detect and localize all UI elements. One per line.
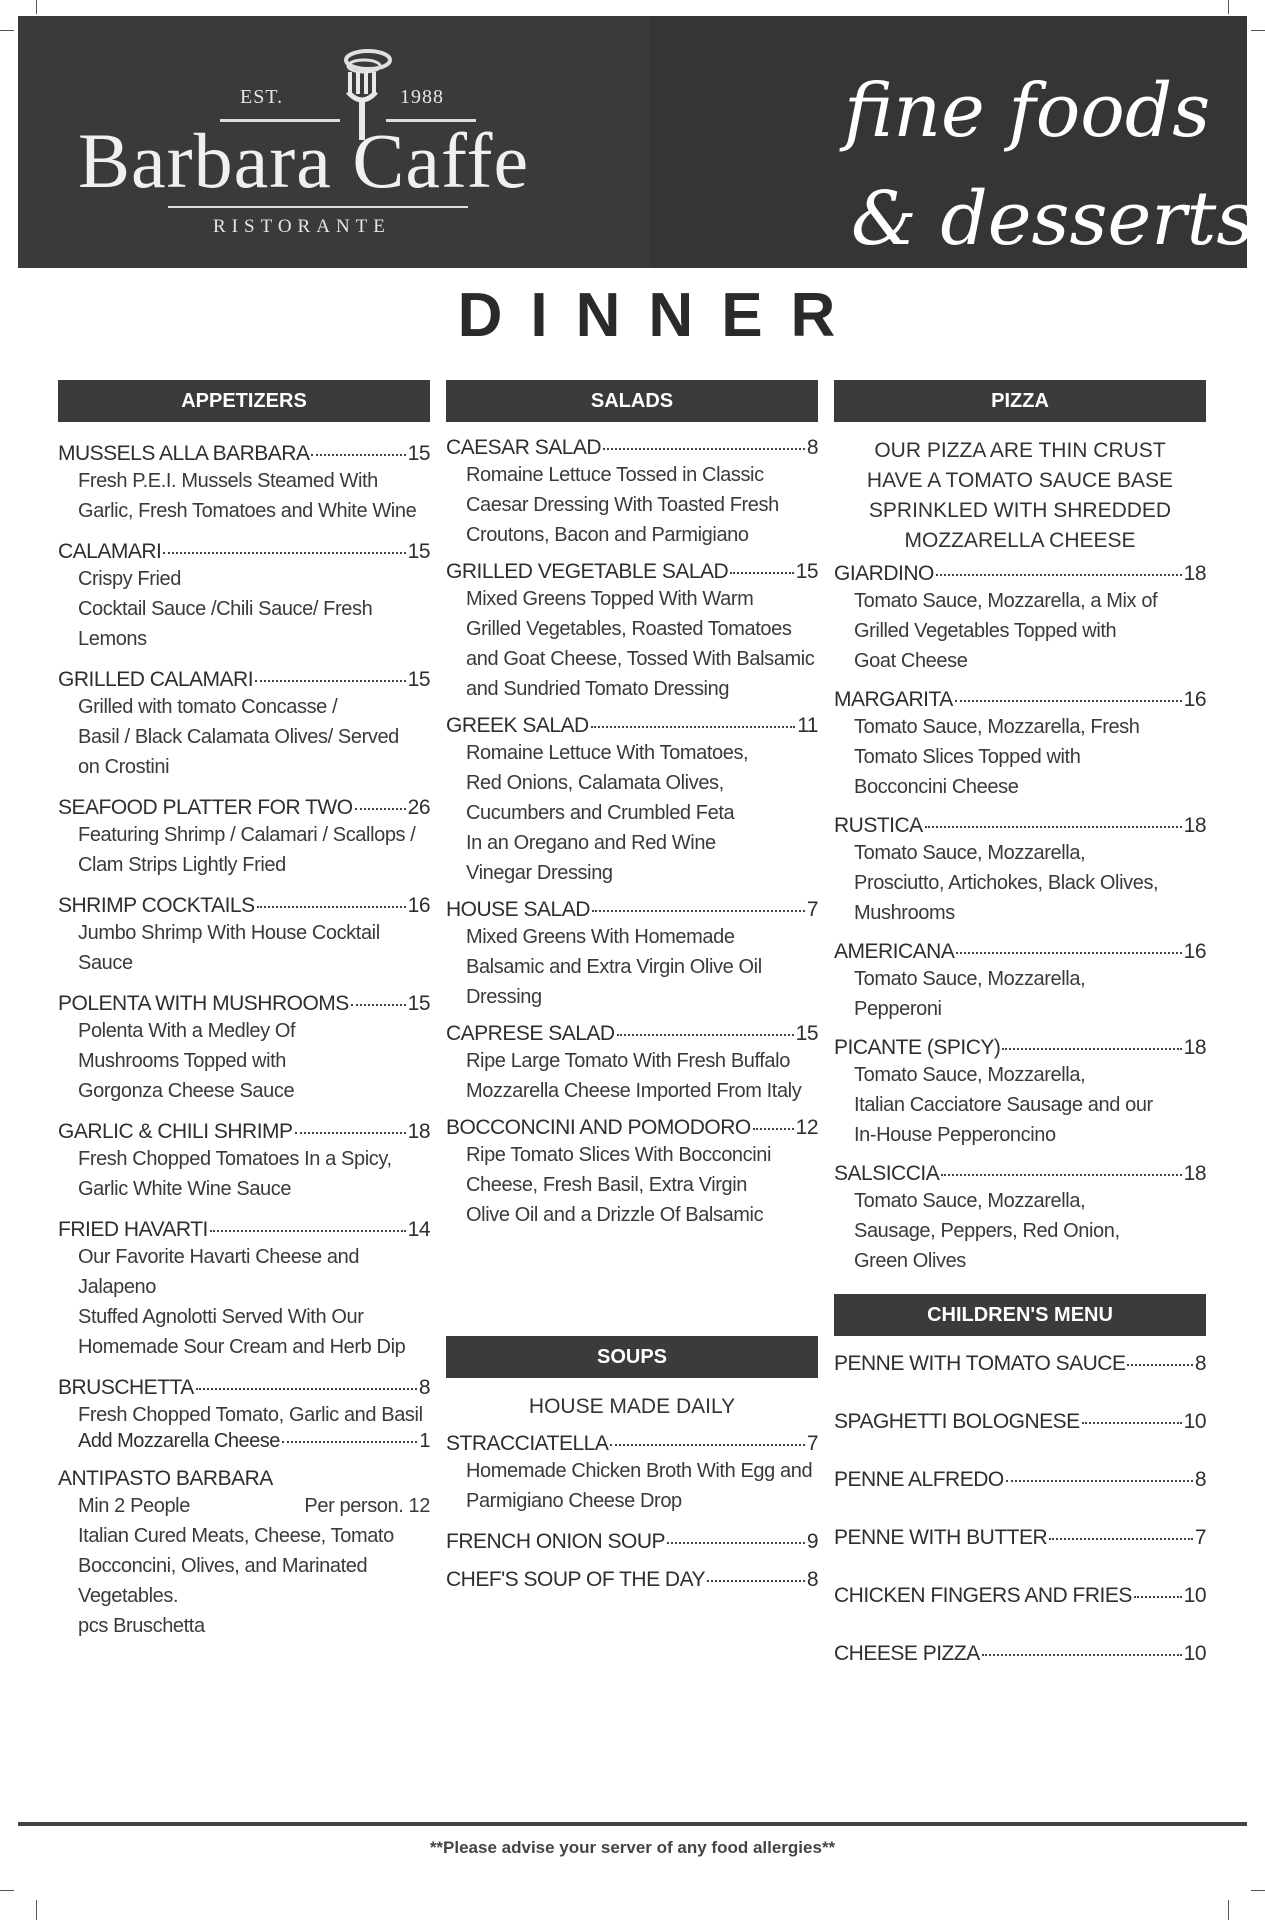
menu-item-name: CHICKEN FINGERS AND FRIES xyxy=(834,1584,1132,1607)
menu-item-price: 15 xyxy=(795,1022,818,1045)
menu-item-line xyxy=(446,714,818,738)
dot-leader xyxy=(936,574,1182,576)
menu-item-line xyxy=(58,540,430,564)
crop-mark xyxy=(1228,1900,1229,1920)
menu-item-line xyxy=(446,560,818,584)
menu-item-description: Tomato Sauce, Mozzarella, xyxy=(854,1064,1086,1086)
menu-item-line xyxy=(834,1162,1206,1186)
menu-item-line xyxy=(58,796,430,820)
menu-item-line xyxy=(834,1526,1206,1550)
crop-mark xyxy=(1251,30,1265,31)
menu-item-name: SEAFOOD PLATTER FOR TWO xyxy=(58,796,353,819)
menu-item-description: Dressing xyxy=(466,986,542,1008)
menu-item-line xyxy=(58,992,430,1016)
menu-item-line xyxy=(834,1468,1206,1492)
menu-item-price: 15 xyxy=(407,442,430,465)
menu-item xyxy=(834,940,1206,1024)
menu-item-line xyxy=(834,940,1206,964)
menu-item-description: Red Onions, Calamata Olives, xyxy=(466,772,724,794)
logo-year: 1988 xyxy=(400,86,444,108)
menu-item-price: 8 xyxy=(1194,1468,1206,1491)
allergy-notice: **Please advise your server of any food allergies** xyxy=(429,1838,836,1857)
menu-item-description: Basil / Black Calamata Olives/ Served xyxy=(78,726,399,748)
menu-item-description: Tomato Sauce, Mozzarella, a Mix of xyxy=(854,590,1158,612)
menu-item-name: FRIED HAVARTI xyxy=(58,1218,208,1241)
menu-item-description: Goat Cheese xyxy=(854,650,968,672)
menu-item-description: Bocconcini Cheese xyxy=(854,776,1019,798)
section-heading-appetizers: APPETIZERS xyxy=(58,380,430,422)
dot-leader xyxy=(210,1230,406,1232)
antipasto-price: Per person. 12 xyxy=(304,1495,430,1517)
menu-item-price: 7 xyxy=(806,1432,818,1455)
addon-price: 1 xyxy=(419,1430,430,1452)
antipasto-min-row xyxy=(58,1491,430,1521)
menu-item-price: 7 xyxy=(806,898,818,921)
menu-item-description: Vegetables. xyxy=(78,1585,179,1607)
dot-leader xyxy=(592,910,805,912)
dot-leader xyxy=(941,1174,1181,1176)
menu-item-price: 10 xyxy=(1183,1642,1206,1665)
menu-item xyxy=(58,1376,430,1453)
menu-item-line xyxy=(58,1120,430,1144)
addon-line xyxy=(58,1430,430,1453)
menu-item-name: STRACCIATELLA xyxy=(446,1432,609,1455)
menu-item xyxy=(834,1036,1206,1150)
menu-item-description: Sausage, Peppers, Red Onion, xyxy=(854,1220,1120,1242)
menu-item-price: 18 xyxy=(1183,562,1206,585)
dot-leader xyxy=(707,1580,805,1582)
dot-leader xyxy=(1134,1596,1182,1598)
menu-item-line xyxy=(58,442,430,466)
menu-item-description: In-House Pepperoncino xyxy=(854,1124,1056,1146)
appetizers-column xyxy=(58,380,430,1641)
menu-item xyxy=(446,714,818,888)
menu-item-description: Crispy Fried xyxy=(78,568,181,590)
menu-item-description: Caesar Dressing With Toasted Fresh xyxy=(466,494,779,516)
menu-item-description: Tomato Sauce, Mozzarella, Fresh xyxy=(854,716,1140,738)
menu-item-description: Jumbo Shrimp With House Cocktail Sauce xyxy=(78,922,380,974)
dot-leader xyxy=(955,700,1182,702)
dot-leader xyxy=(351,1004,406,1006)
dot-leader xyxy=(1002,1048,1181,1050)
menu-item-description: Homemade Sour Cream and Herb Dip xyxy=(78,1336,406,1358)
menu-item-name: HOUSE SALAD xyxy=(446,898,590,921)
tagline-desserts: & desserts xyxy=(851,176,1255,262)
pizza-note-line: HAVE A TOMATO SAUCE BASE xyxy=(866,469,1174,492)
menu-item-price: 8 xyxy=(806,436,818,459)
menu-item-name: PENNE ALFREDO xyxy=(834,1468,1004,1491)
menu-item-name: BRUSCHETTA xyxy=(58,1376,194,1399)
menu-item xyxy=(58,992,430,1106)
menu-item-price: 15 xyxy=(407,992,430,1015)
menu-item-description: and Sundried Tomato Dressing xyxy=(466,678,730,700)
menu-item-description: Italian Cured Meats, Cheese, Tomato xyxy=(78,1525,394,1547)
soups-note: HOUSE MADE DAILY xyxy=(528,1395,736,1418)
menu-item-description: Grilled with tomato Concasse / xyxy=(78,696,338,718)
logo-name: Barbara Caffe xyxy=(78,117,530,204)
menu-item-description: Croutons, Bacon and Parmigiano xyxy=(466,524,749,546)
menu-item-description: Tomato Slices Topped with xyxy=(854,746,1081,768)
menu-item-description: on Crostini xyxy=(78,756,170,778)
menu-item xyxy=(58,1120,430,1204)
menu-item-description: Fresh P.E.I. Mussels Steamed With xyxy=(78,470,378,492)
dot-leader xyxy=(667,1542,805,1544)
header-banner xyxy=(18,16,1255,268)
menu-item-line xyxy=(446,898,818,922)
menu-item-description: Mozzarella Cheese Imported From Italy xyxy=(466,1080,802,1102)
menu-item-description: Ripe Tomato Slices With Bocconcini xyxy=(466,1144,772,1166)
menu-item-description: Tomato Sauce, Mozzarella, xyxy=(854,842,1086,864)
menu-item-name: PICANTE (SPICY) xyxy=(834,1036,1001,1059)
menu-item-line xyxy=(446,1116,818,1140)
menu-item xyxy=(58,442,430,526)
menu-item-description: Parmigiano Cheese Drop xyxy=(466,1490,682,1512)
pizza-list xyxy=(834,562,1206,1276)
menu-item-description: Clam Strips Lightly Fried xyxy=(78,854,286,876)
menu-item xyxy=(446,1568,818,1592)
menu-item xyxy=(834,688,1206,802)
pizza-column xyxy=(834,380,1206,1666)
menu-item-description: Mushrooms xyxy=(854,902,955,924)
menu-item-description: Fresh Chopped Tomato, Garlic and Basil xyxy=(78,1404,423,1426)
menu-item-description: Ripe Large Tomato With Fresh Buffalo xyxy=(466,1050,790,1072)
menu-item-line xyxy=(834,688,1206,712)
logo-rule-bottom xyxy=(168,206,468,208)
menu-item xyxy=(58,668,430,782)
menu-item-description: Mixed Greens Topped With Warm xyxy=(466,588,754,610)
menu-item-line xyxy=(446,1022,818,1046)
section-heading-salads: SALADS xyxy=(446,380,818,422)
menu-item xyxy=(58,540,430,654)
menu-item xyxy=(446,1530,818,1554)
dot-leader xyxy=(925,826,1182,828)
menu-item-description: In an Oregano and Red Wine xyxy=(466,832,716,854)
menu-item-name: CAPRESE SALAD xyxy=(446,1022,615,1045)
dot-leader xyxy=(730,572,793,574)
menu-item-description: pcs Bruschetta xyxy=(78,1615,205,1637)
menu-item-description: Our Favorite Havarti Cheese and Jalapeno xyxy=(78,1246,360,1298)
dot-leader xyxy=(196,1388,417,1390)
menu-item-description: Stuffed Agnolotti Served With Our xyxy=(78,1306,364,1328)
menu-item-description: Balsamic and Extra Virgin Olive Oil xyxy=(466,956,762,978)
dot-leader xyxy=(1082,1422,1182,1424)
childrens-menu-list xyxy=(834,1352,1206,1666)
menu-item-line xyxy=(446,1568,818,1592)
menu-item-line xyxy=(834,562,1206,586)
menu-item-price: 8 xyxy=(806,1568,818,1591)
menu-item-description: Romaine Lettuce With Tomatoes, xyxy=(466,742,749,764)
menu-item-price: 9 xyxy=(806,1530,818,1553)
pizza-note-line: OUR PIZZA ARE THIN CRUST xyxy=(874,439,1166,462)
menu-item-description: Grilled Vegetables Topped with xyxy=(854,620,1117,642)
menu-item-description: Green Olives xyxy=(854,1250,966,1272)
menu-item-description: Grilled Vegetables, Roasted Tomatoes xyxy=(466,618,792,640)
menu-item-name: GRILLED CALAMARI xyxy=(58,668,254,691)
menu-item-line xyxy=(446,1530,818,1554)
menu-item-name: CHEF'S SOUP OF THE DAY xyxy=(446,1568,706,1591)
menu-item-name: PENNE WITH BUTTER xyxy=(834,1526,1048,1549)
menu-item-line xyxy=(58,668,430,692)
menu-item-line xyxy=(58,1218,430,1242)
salads-column xyxy=(446,380,818,1606)
dot-leader xyxy=(956,952,1181,954)
menu-item-description: and Goat Cheese, Tossed With Balsamic xyxy=(466,648,815,670)
dot-leader xyxy=(1127,1364,1192,1366)
menu-item-name: GRILLED VEGETABLE SALAD xyxy=(446,560,729,583)
menu-item-description: Garlic White Wine Sauce xyxy=(78,1178,292,1200)
menu-item-antipasto xyxy=(58,1467,430,1641)
section-heading-pizza: PIZZA xyxy=(834,380,1206,422)
menu-item-description: Cheese, Fresh Basil, Extra Virgin xyxy=(466,1174,747,1196)
logo-est: EST. xyxy=(240,86,284,108)
footer-divider xyxy=(18,1822,1247,1826)
menu-item-price: 15 xyxy=(795,560,818,583)
menu-item xyxy=(834,1162,1206,1276)
menu-item-line xyxy=(446,1432,818,1456)
menu-item-line xyxy=(834,1642,1206,1666)
menu-item-price: 18 xyxy=(407,1120,430,1143)
menu-item-description: Pepperoni xyxy=(854,998,942,1020)
menu-item-description: Homemade Chicken Broth With Egg and xyxy=(466,1460,813,1482)
dot-leader xyxy=(610,1444,804,1446)
menu-item-line xyxy=(834,1584,1206,1608)
menu-item-price: 16 xyxy=(1183,940,1206,963)
dot-leader xyxy=(163,552,405,554)
menu-item-description: Polenta With a Medley Of xyxy=(78,1020,296,1042)
menu-item-description: Cocktail Sauce /Chili Sauce/ Fresh Lemons xyxy=(78,598,373,650)
tagline-fine-foods: fine foods xyxy=(844,68,1211,154)
menu-item xyxy=(446,1116,818,1230)
menu-item-name: AMERICANA xyxy=(834,940,955,963)
pizza-note-line: MOZZARELLA CHEESE xyxy=(904,529,1136,552)
menu-item-price: 10 xyxy=(1183,1584,1206,1607)
menu-item-description: Mushrooms Topped with xyxy=(78,1050,287,1072)
menu-item-description: Featuring Shrimp / Calamari / Scallops / xyxy=(78,824,416,846)
menu-item-description: Cucumbers and Crumbled Feta xyxy=(466,802,735,824)
dot-leader xyxy=(1006,1480,1193,1482)
menu-item xyxy=(58,796,430,880)
menu-item-line xyxy=(58,1376,430,1400)
crop-mark xyxy=(1251,1890,1265,1891)
dot-leader xyxy=(591,726,795,728)
dot-leader xyxy=(355,808,406,810)
crop-mark xyxy=(36,1900,37,1920)
menu-item-name: GIARDINO xyxy=(834,562,934,585)
appetizers-list xyxy=(58,442,430,1641)
menu-item-price: 11 xyxy=(797,714,818,737)
salads-list xyxy=(446,436,818,1230)
pizza-note xyxy=(834,436,1206,556)
menu-item-price: 26 xyxy=(407,796,430,819)
menu-item-name: SHRIMP COCKTAILS xyxy=(58,894,255,917)
menu-item-description: Olive Oil and a Drizzle Of Balsamic xyxy=(466,1204,764,1226)
menu-item-name: CAESAR SALAD xyxy=(446,436,602,459)
menu-item-price: 8 xyxy=(418,1376,430,1399)
menu-item xyxy=(58,1218,430,1362)
soups-list xyxy=(446,1432,818,1592)
crop-mark xyxy=(0,30,14,31)
dot-leader xyxy=(282,1441,418,1443)
logo-subtitle: RISTORANTE xyxy=(213,216,391,237)
dot-leader xyxy=(617,1034,794,1036)
menu-item xyxy=(446,560,818,704)
menu-item-description: Garlic, Fresh Tomatoes and White Wine xyxy=(78,500,417,522)
menu-item-name: SPAGHETTI BOLOGNESE xyxy=(834,1410,1080,1433)
menu-item-line xyxy=(58,894,430,918)
dot-leader xyxy=(295,1132,406,1134)
antipasto-min: Min 2 People xyxy=(78,1495,190,1517)
menu-item-name: SALSICCIA xyxy=(834,1162,940,1185)
menu-item-price: 8 xyxy=(1194,1352,1206,1375)
menu-item-description: Italian Cacciatore Sausage and our xyxy=(854,1094,1153,1116)
dot-leader xyxy=(603,448,805,450)
menu-item xyxy=(446,436,818,550)
menu-item-description: Tomato Sauce, Mozzarella, xyxy=(854,968,1086,990)
menu-item-description: Tomato Sauce, Mozzarella, xyxy=(854,1190,1086,1212)
dot-leader xyxy=(982,1654,1182,1656)
menu-item-name: PENNE WITH TOMATO SAUCE xyxy=(834,1352,1126,1375)
addon-name: Add Mozzarella Cheese xyxy=(78,1430,280,1452)
crop-mark xyxy=(36,0,37,14)
menu-item-name: CHEESE PIZZA xyxy=(834,1642,980,1665)
menu-item-line xyxy=(834,1410,1206,1434)
menu-item-description: Bocconcini, Olives, and Marinated xyxy=(78,1555,368,1577)
section-heading-childrens-menu: CHILDREN'S MENU xyxy=(834,1294,1206,1336)
menu-item-line xyxy=(446,436,818,460)
menu-item-name: CALAMARI xyxy=(58,540,162,563)
menu-item-price: 10 xyxy=(1183,1410,1206,1433)
menu-item-price: 14 xyxy=(407,1218,430,1241)
menu-item-price: 16 xyxy=(1183,688,1206,711)
menu-item-name: FRENCH ONION SOUP xyxy=(446,1530,666,1553)
menu-item xyxy=(58,894,430,978)
logo xyxy=(18,16,650,268)
menu-item-name: BOCCONCINI AND POMODORO xyxy=(446,1116,751,1139)
menu-item xyxy=(446,898,818,1012)
menu-item-price: 16 xyxy=(407,894,430,917)
dot-leader xyxy=(311,454,405,456)
page-title: DINNER xyxy=(457,281,864,350)
menu-item-line xyxy=(834,814,1206,838)
menu-item-name: RUSTICA xyxy=(834,814,923,837)
dot-leader xyxy=(1049,1538,1193,1540)
crop-mark xyxy=(1228,0,1229,14)
menu-item-name: GARLIC & CHILI SHRIMP xyxy=(58,1120,293,1143)
menu-item xyxy=(446,1022,818,1106)
menu-item-name: ANTIPASTO BARBARA xyxy=(58,1467,273,1490)
menu-item-name: POLENTA WITH MUSHROOMS xyxy=(58,992,349,1015)
menu-item-price: 7 xyxy=(1194,1526,1206,1549)
menu-item xyxy=(834,814,1206,928)
menu-item-name: MUSSELS ALLA BARBARA xyxy=(58,442,310,465)
menu-item-description: Vinegar Dressing xyxy=(466,862,613,884)
menu-item-line xyxy=(834,1036,1206,1060)
dot-leader xyxy=(753,1128,794,1130)
menu-item-description: Prosciutto, Artichokes, Black Olives, xyxy=(854,872,1159,894)
section-heading-soups: SOUPS xyxy=(446,1336,818,1378)
menu-item-description: Mixed Greens With Homemade xyxy=(466,926,735,948)
menu-item-price: 18 xyxy=(1183,1162,1206,1185)
menu-item-price: 18 xyxy=(1183,814,1206,837)
crop-mark xyxy=(0,1890,14,1891)
menu-item xyxy=(834,562,1206,676)
menu-item-price: 15 xyxy=(407,668,430,691)
menu-item-price: 18 xyxy=(1183,1036,1206,1059)
menu-item-description: Gorgonza Cheese Sauce xyxy=(78,1080,295,1102)
menu-item-name: GREEK SALAD xyxy=(446,714,589,737)
pizza-note-line: SPRINKLED WITH SHREDDED xyxy=(868,499,1172,522)
menu-item-price: 12 xyxy=(795,1116,818,1139)
menu-item-description: Romaine Lettuce Tossed in Classic xyxy=(466,464,764,486)
menu-item-price: 15 xyxy=(407,540,430,563)
menu-item-description: Fresh Chopped Tomatoes In a Spicy, xyxy=(78,1148,392,1170)
dot-leader xyxy=(257,906,406,908)
menu-item xyxy=(446,1432,818,1516)
dot-leader xyxy=(255,680,406,682)
menu-item-name: MARGARITA xyxy=(834,688,953,711)
menu-item-line xyxy=(834,1352,1206,1376)
